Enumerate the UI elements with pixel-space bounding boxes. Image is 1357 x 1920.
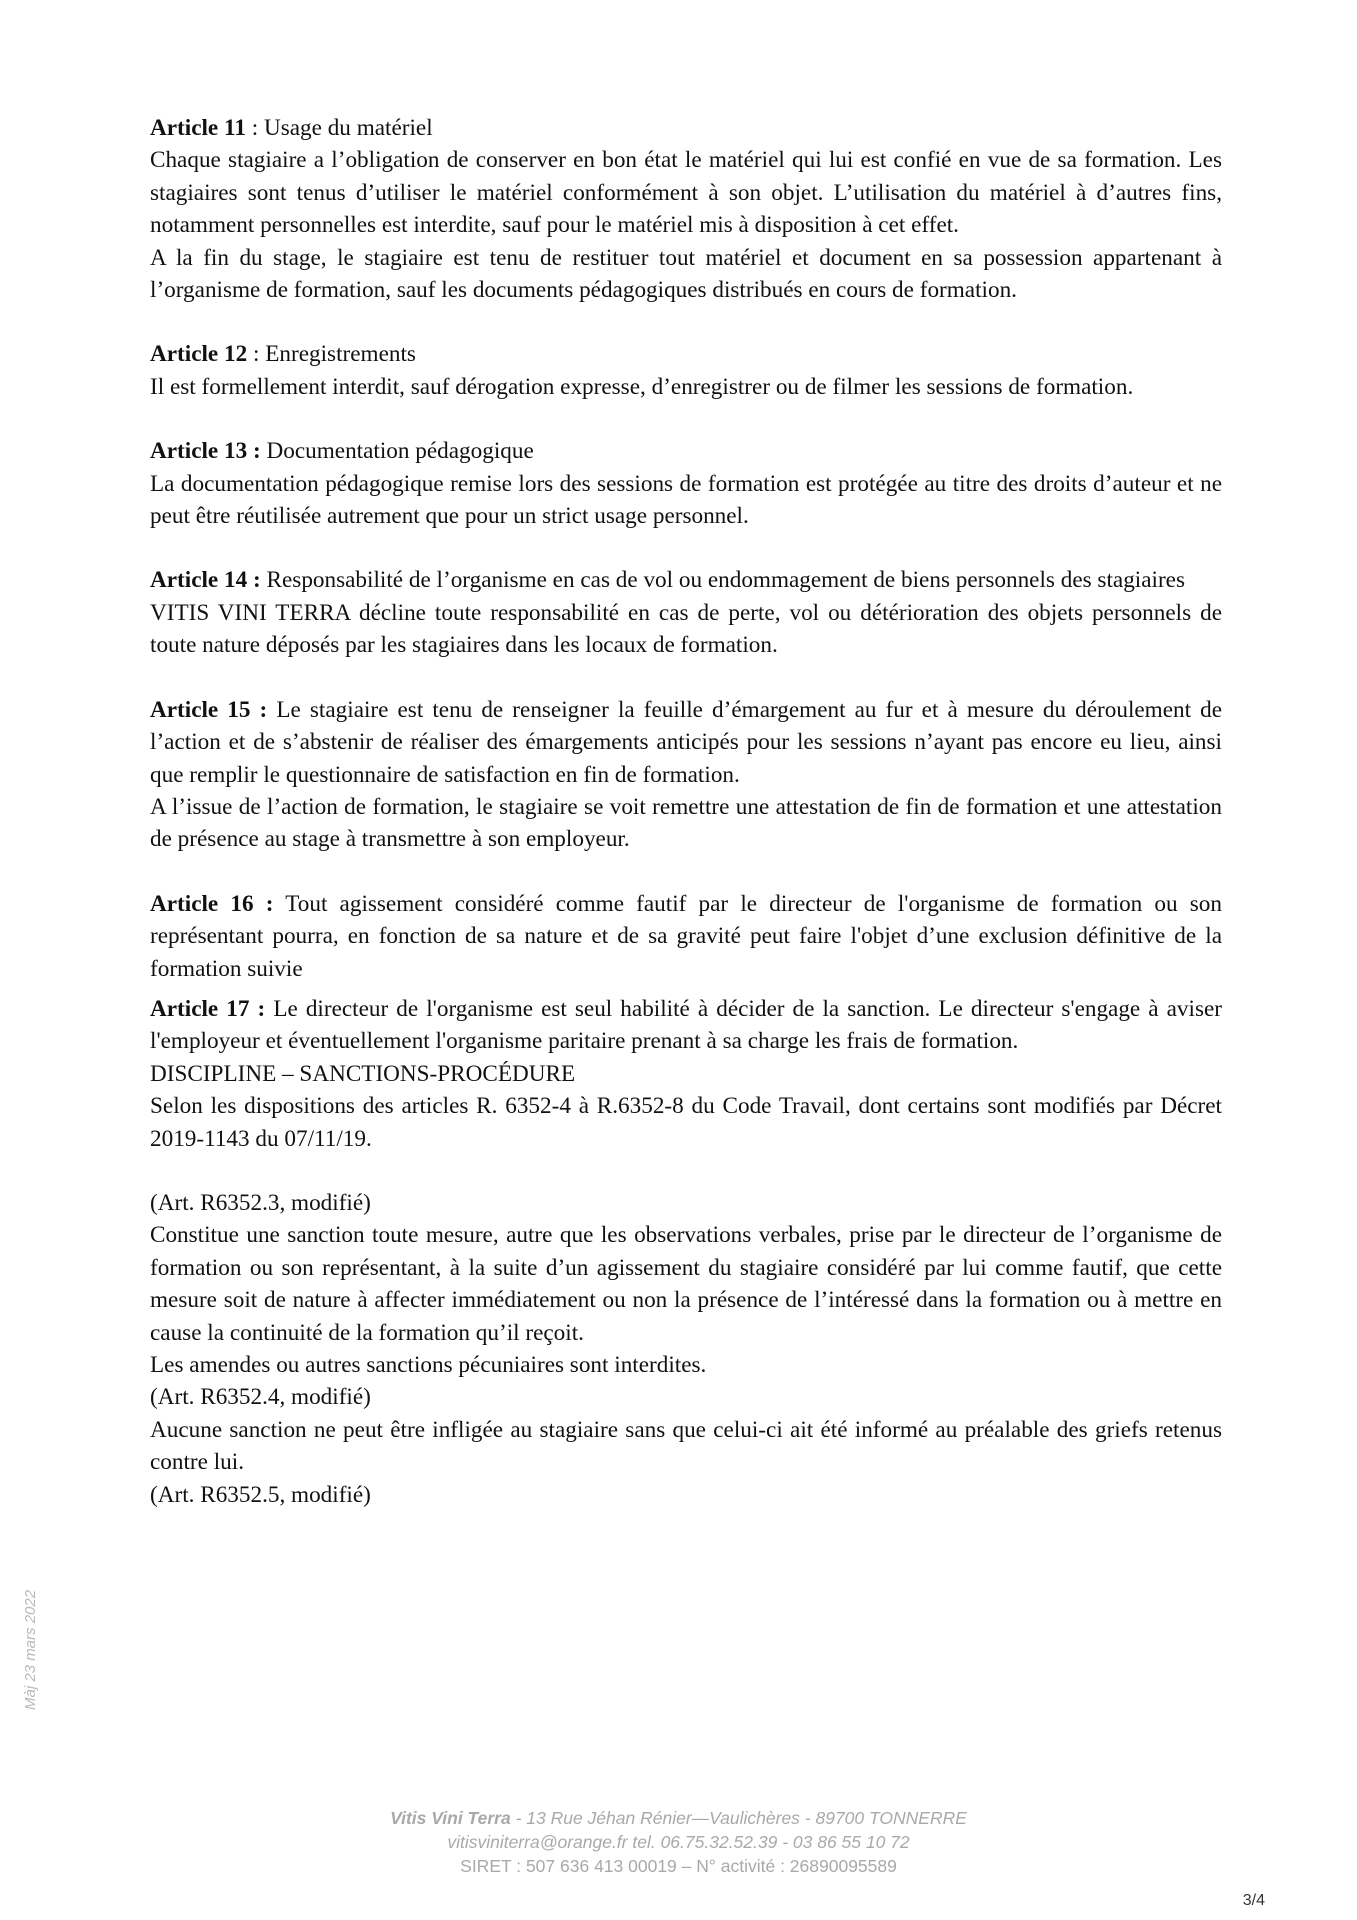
discipline-reference-3: (Art. R6352.5, modifié) (150, 1481, 371, 1508)
article-12 (150, 338, 1222, 403)
article-15-label: Article 15 : (150, 696, 268, 723)
discipline-paragraph-1: Constitue une sanction toute mesure, autre que les observations verbales, prise par le directeur de l’organisme de formation ou son représentant, à la suite d’un agissement du stagiaire considéré par lui comme fautif, que cette mesure soit de nature à affecter immédiatement ou non la présence de l’intéressé dans la formation ou à mettre en cause la continuité de la formation qu’il reçoit. (150, 1222, 1222, 1346)
article-12-paragraph-1: Il est formellement interdit, sauf dérogation expresse, d’enregistrer ou de filmer les sessions de formation. (150, 373, 1134, 400)
article-11-paragraph-1: Chaque stagiaire a l’obligation de conserver en bon état le matériel qui lui est confié en vue de sa formation. Les stagiaires sont tenus d’utiliser le matériel conformément à son objet. L’utilisation du matériel à d’autres fins, notamment personnelles est interdite, sauf pour le matériel mis à disposition à cet effet. (150, 147, 1222, 239)
article-11 (150, 112, 1222, 306)
discipline-reference-1: (Art. R6352.3, modifié) (150, 1189, 371, 1216)
article-11-paragraph-2: A la fin du stage, le stagiaire est tenu de restituer tout matériel et document en sa possession appartenant à l’organisme de formation, sauf les documents pédagogiques distribués en cours de formation. (150, 244, 1222, 304)
article-14-heading: Responsabilité de l’organisme en cas de vol ou endommagement de biens personnels des stagiaires (260, 567, 1185, 594)
discipline-paragraph-3: Aucune sanction ne peut être infligée au stagiaire sans que celui-ci ait été informé au préalable des griefs retenus contre lui. (150, 1416, 1222, 1476)
article-17-title (150, 993, 1222, 1058)
article-17-text: Le directeur de l'organisme est seul habilité à décider de la sanction. Le directeur s'engage à aviser l'employeur et éventuellement l'organisme paritaire prenant à sa charge les frais de formation. (150, 995, 1222, 1055)
article-17-label: Article 17 : (150, 995, 266, 1022)
article-15 (150, 694, 1222, 856)
discipline-paragraph-2: Les amendes ou autres sanctions pécuniaires sont interdites. (150, 1352, 707, 1378)
footer-address-line (0, 1806, 1357, 1830)
article-13-title (150, 435, 1222, 467)
discipline-heading: DISCIPLINE – SANCTIONS-PROCÉDURE (150, 1060, 576, 1087)
article-15-paragraph-1: A l’issue de l’action de formation, le stagiaire se voit remettre une attestation de fin de formation et une attestation de présence au stage à transmettre à son employeur. (150, 793, 1222, 853)
article-13 (150, 435, 1222, 532)
article-13-label: Article 13 : (150, 438, 261, 465)
article-16-text: Tout agissement considéré comme fautif par le directeur de l'organisme de formation ou son représentant pourra, en fonction de sa nature et de sa gravité peut faire l'objet d’une exclusion définitive de la formation suivie (150, 890, 1222, 982)
article-14-title (150, 564, 1222, 596)
article-13-paragraph-1: La documentation pédagogique remise lors des sessions de formation est protégée au titre des droits d’auteur et ne peut être réutilisée autrement que pour un strict usage personnel. (150, 470, 1222, 530)
article-14-paragraph-1: VITIS VINI TERRA décline toute responsabilité en cas de perte, vol ou détérioration des objets personnels de toute nature déposés par les stagiaires dans les locaux de formation. (150, 599, 1222, 659)
update-date-note: Màj 23 mars 2022 (22, 1589, 39, 1710)
discipline-section (150, 1187, 1222, 1511)
footer-siret: SIRET : 507 636 413 00019 – N° activité : 26890095589 (460, 1856, 897, 1876)
article-11-label: Article 11 (150, 115, 246, 141)
article-14 (150, 564, 1222, 661)
article-16 (150, 888, 1222, 985)
footer-brand: Vitis Vini Terra (390, 1808, 511, 1828)
article-16-label: Article 16 : (150, 890, 274, 917)
article-15-title (150, 694, 1222, 791)
page-footer (0, 1806, 1357, 1878)
article-15-text: Le stagiaire est tenu de renseigner la feuille d’émargement au fur et à mesure du déroulement de l’action et de s’abstenir de réaliser des émargements anticipés pour les sessions n’ayant pas encore eu lieu, ainsi que remplir le questionnaire de satisfaction en fin de formation. (150, 696, 1222, 788)
article-13-heading: Documentation pédagogique (260, 438, 534, 465)
article-11-title (150, 112, 1222, 144)
footer-address: - 13 Rue Jéhan Rénier—Vaulichères - 89700 TONNERRE (510, 1808, 967, 1828)
article-16-title (150, 888, 1222, 985)
article-12-heading: : Enregistrements (247, 341, 416, 368)
article-12-label: Article 12 (150, 341, 248, 368)
footer-contact: vitisviniterra@orange.fr tel. 06.75.32.52.39 - 03 86 55 10 72 (447, 1832, 910, 1852)
article-11-heading: : Usage du matériel (245, 115, 433, 141)
document-body (150, 112, 1222, 1511)
article-12-title (150, 338, 1222, 370)
article-17-paragraph-1: Selon les dispositions des articles R. 6352-4 à R.6352-8 du Code Travail, dont certains sont modifiés par Décret 2019-1143 du 07/11/19. (150, 1093, 1222, 1152)
discipline-reference-2: (Art. R6352.4, modifié) (150, 1384, 371, 1411)
article-17 (150, 993, 1222, 1155)
page-number: 3/4 (1242, 1892, 1265, 1909)
article-14-label: Article 14 : (150, 567, 261, 594)
